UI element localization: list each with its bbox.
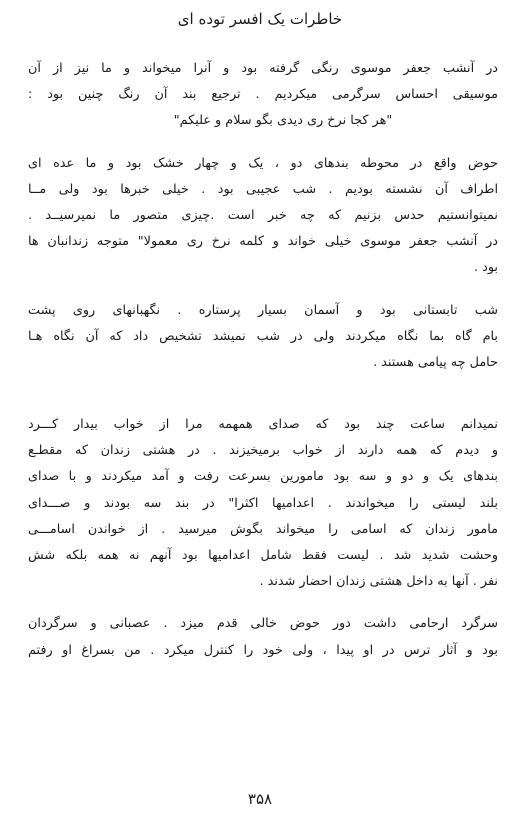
page-title: خاطرات یک افسر توده ای xyxy=(177,10,343,28)
text-line: سرگرد ارحامی داشت دور حوض خالی قدم میزد . عصبانی و سرگردان xyxy=(28,616,498,632)
text-line: موسیقی احساس سرگرمی میکردیم . ترجیع بند آن رنگ چنین بود : xyxy=(28,87,498,103)
text-line: شب تابستانی بود و آسمان بسیار پرستاره . نگهبانهای روی پشت xyxy=(28,302,498,318)
paragraph-5 xyxy=(28,611,498,663)
text-line: حوض واقع در محوطه بندهای دو ، یک و چهار خشک بود و ما عده ای xyxy=(28,155,498,171)
text-line: در آنشب جعفر موسوی خیلی خواند و کلمه نرخ ری معمولا" متوجه زندانبان ها xyxy=(28,234,498,250)
text-line: بام گاه بما نگاه میکردند ولی در شب نمیشد تشخیص داد که آن نگاه هـا xyxy=(28,328,498,344)
paragraph-1 xyxy=(28,56,498,108)
text-line: وحشت شدید شد . لیست فقط شامل اعدامیها بود آنهم نه همه بلکه شش xyxy=(28,548,498,563)
text-line: و دیدم که همه دارند از خواب برمیخیزند . در هشتی زندان که مقطـع xyxy=(28,443,498,459)
body-text xyxy=(28,56,498,664)
text-line: اطراف آن نشسته بودیم . شب عجیبی بود . خیلی خبرها بود ولی مــا xyxy=(28,181,498,197)
text-line: بود . xyxy=(473,260,498,276)
quote-paragraph xyxy=(28,108,498,134)
paragraph-2 xyxy=(28,151,498,282)
text-line: نمیدانم ساعت چند بود که صدای همهمه مرا از خواب بیدار کـــرد xyxy=(28,417,498,433)
paragraph-4 xyxy=(28,412,498,595)
page-number: ۳۵۸ xyxy=(247,790,273,808)
paragraph-3 xyxy=(28,298,498,377)
text-line: مامور زندان که اسامی را میخواند بگوش میرسید . از خواندن اسامـــی xyxy=(28,521,498,537)
text-line: بلند لیستی را میخواندند . اعدامیها اکثرا" در بند سه بودند و صـــدای xyxy=(28,495,498,511)
text-line: بود و آثار ترس در او پیدا ، ولی خود را کنترل میکرد . من بسراغ او رفتم xyxy=(28,642,498,658)
quoted-refrain: "هر کجا نرخ ری دیدی بگو سلام و علیکم" xyxy=(173,113,393,129)
text-line: بندهای یک و دو و سه بود مامورین بسرعت رفت و آمد میکردند و با صدای xyxy=(28,469,498,485)
text-line: حامل چه پیامی هستند . xyxy=(373,354,498,370)
text-line: در آنشب جعفر موسوی رنگی گرفته بود و آنرا میخواند و ما نیز از آن xyxy=(28,61,498,76)
text-line: نفر . آنها به داخل هشتی زندان احضار شدند . xyxy=(259,574,498,590)
text-line: نمیتوانستیم حدس بزنیم که چه خبر است .چیزی متصور ما نمیرسیــد . xyxy=(28,207,498,223)
